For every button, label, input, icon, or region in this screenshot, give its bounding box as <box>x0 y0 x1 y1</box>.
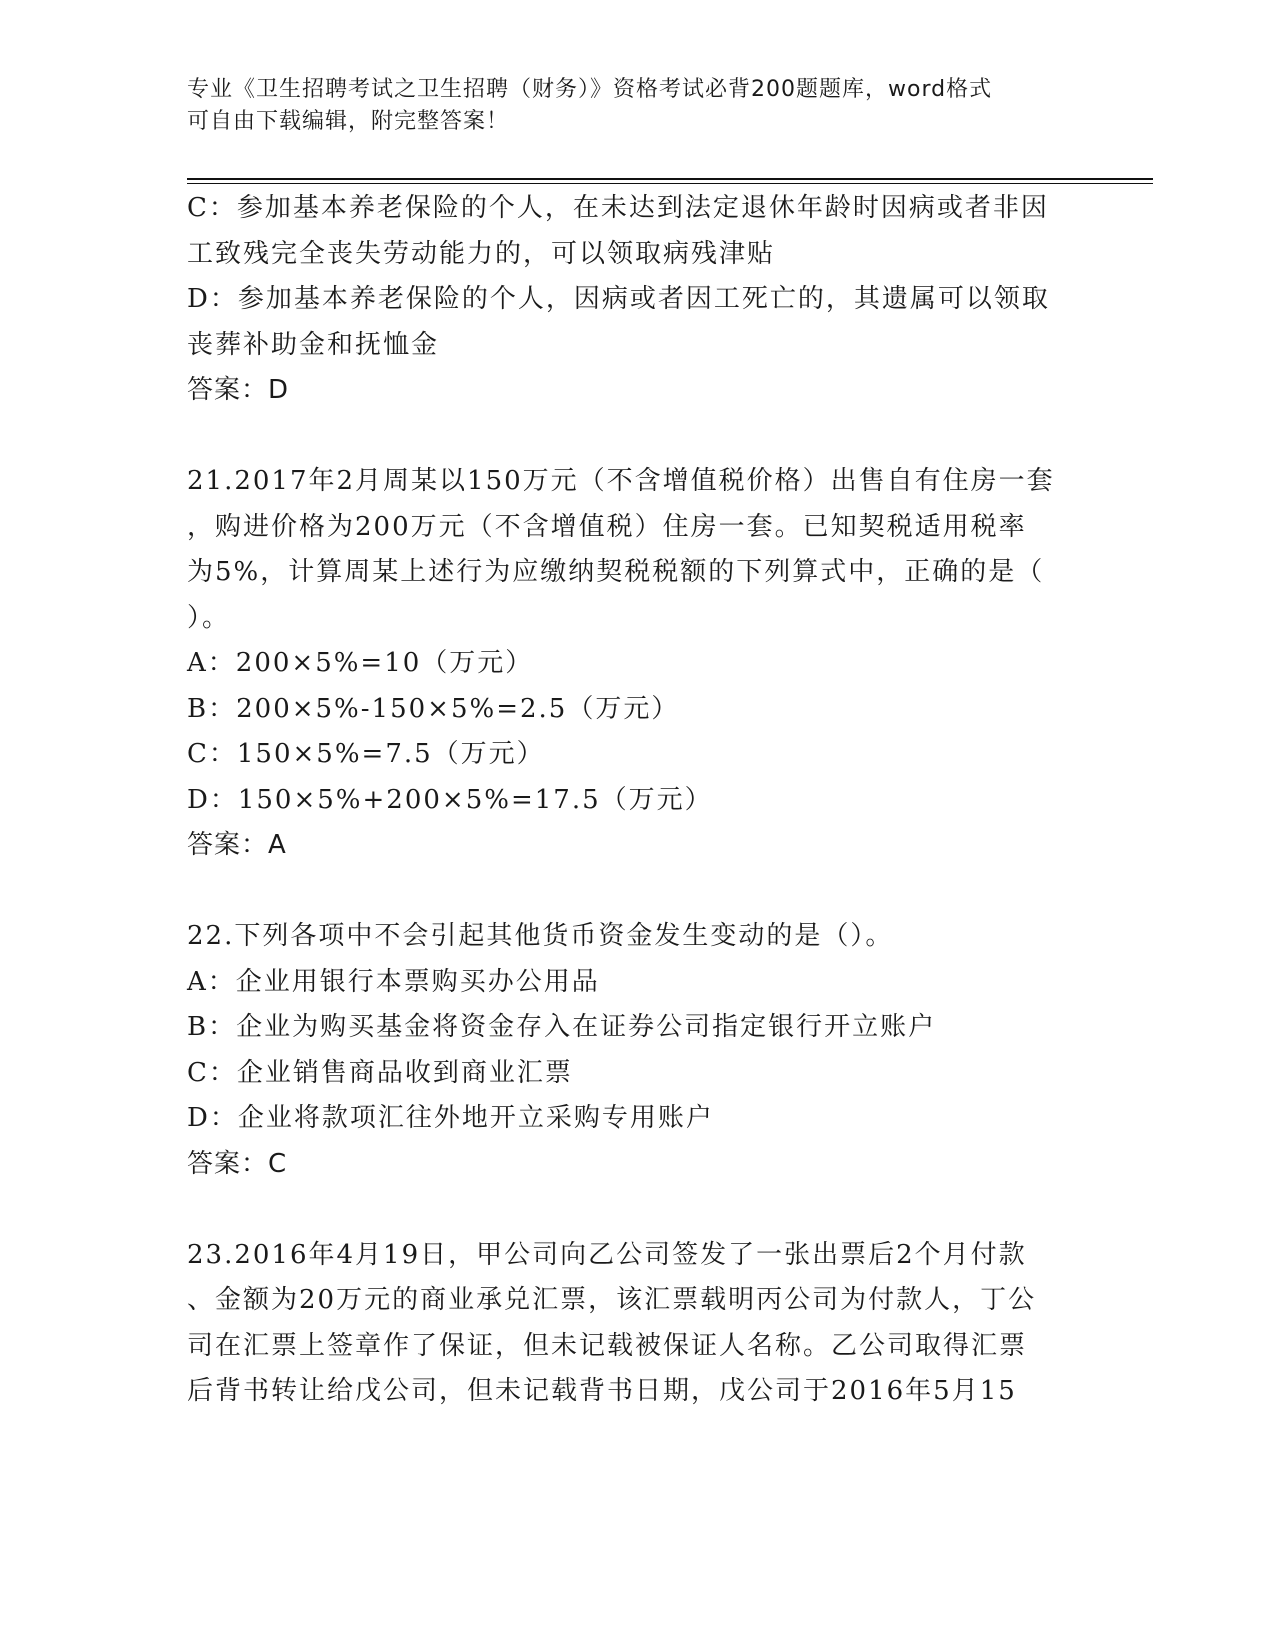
question-stem: 为5%，计算周某上述行为应缴纳契税税额的下列算式中，正确的是（ <box>187 557 1045 587</box>
option-b: B：企业为购买基金将资金存入在证券公司指定银行开立账户 <box>187 1012 937 1042</box>
answer-line: 答案：A <box>187 830 287 860</box>
question-stem: 21.2017年2月周某以150万元（不含增值税价格）出售自有住房一套 <box>187 466 1055 496</box>
header-divider-thin <box>187 183 1153 184</box>
option-d-continued: 丧葬补助金和抚恤金 <box>187 329 440 360</box>
option-d: D：150×5%+200×5%=17.5（万元） <box>187 784 713 815</box>
header-line: 专业《卫生招聘考试之卫生招聘（财务）》资格考试必背200题题库，word格式 <box>187 77 993 102</box>
option-c: C：参加基本养老保险的个人，在未达到法定退休年龄时因病或者非因 <box>187 193 1049 223</box>
answer-line: 答案：C <box>187 1148 288 1179</box>
spacer <box>187 869 1087 915</box>
spacer <box>187 1187 1087 1233</box>
question-stem: ，购进价格为200万元（不含增值税）住房一套。已知契税适用税率 <box>187 511 1027 542</box>
spacer <box>187 414 1087 460</box>
question-stem: 后背书转让给戊公司，但未记载背书日期，戊公司于2016年5月15 <box>187 1376 1017 1406</box>
question-20-tail <box>187 186 1087 414</box>
option-b: B：200×5%-150×5%=2.5（万元） <box>187 693 680 724</box>
option-d: D：参加基本养老保险的个人，因病或者因工死亡的，其遗属可以领取 <box>187 284 1050 314</box>
answer-line: 答案：D <box>187 375 290 405</box>
option-a: A：200×5%=10（万元） <box>187 648 534 678</box>
header-divider-thick <box>187 178 1153 180</box>
question-stem: 23.2016年4月19日，甲公司向乙公司签发了一张出票后2个月付款 <box>187 1239 1027 1270</box>
question-stem: 司在汇票上签章作了保证，但未记载被保证人名称。乙公司取得汇票 <box>187 1330 1028 1361</box>
question-22 <box>187 914 1087 1187</box>
option-a: A：企业用银行本票购买办公用品 <box>187 966 600 997</box>
question-23 <box>187 1233 1087 1415</box>
document-body <box>187 186 1087 1415</box>
question-stem: 22.下列各项中不会引起其他货币资金发生变动的是（）。 <box>187 921 894 951</box>
question-stem: 、金额为20万元的商业承兑汇票，该汇票载明丙公司为付款人，丁公 <box>187 1285 1037 1315</box>
option-d: D：企业将款项汇往外地开立采购专用账户 <box>187 1103 714 1133</box>
question-stem: ）。 <box>187 602 231 633</box>
option-c-continued: 工致残完全丧失劳动能力的，可以领取病残津贴 <box>187 238 776 269</box>
header-line: 可自由下载编辑，附完整答案！ <box>187 109 510 134</box>
option-c: C：企业销售商品收到商业汇票 <box>187 1057 573 1088</box>
option-c: C：150×5%=7.5（万元） <box>187 739 545 769</box>
question-21 <box>187 459 1087 869</box>
document-header <box>187 74 1067 138</box>
